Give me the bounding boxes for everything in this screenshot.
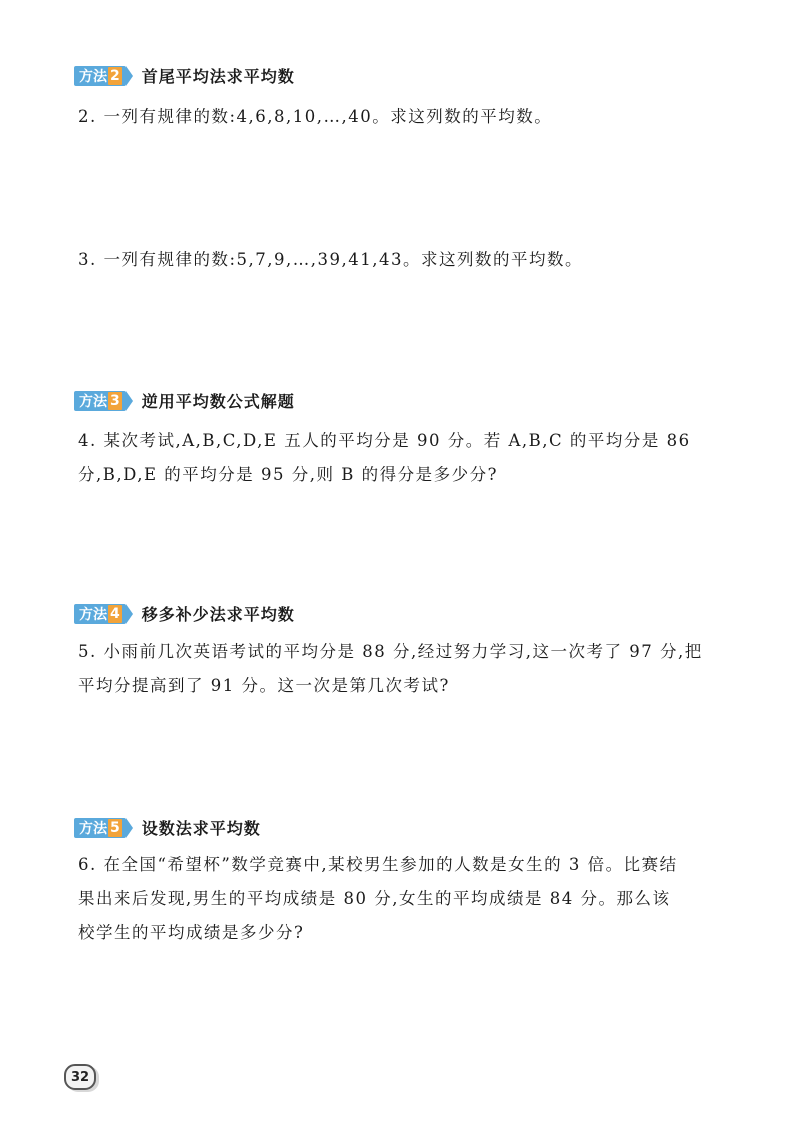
method-badge: 方法 4 [74, 604, 126, 624]
method-header-2 [74, 64, 295, 87]
method-badge: 方法 5 [74, 818, 126, 838]
problem-2: 2. 一列有规律的数:4,6,8,10,…,40。求这列数的平均数。 [78, 107, 553, 126]
method-header-4 [74, 602, 295, 625]
method-badge: 方法 3 [74, 391, 126, 411]
method-badge: 方法 2 [74, 66, 126, 86]
method-title: 设数法求平均数 [141, 819, 261, 838]
method-header-5 [74, 816, 261, 839]
problem-5: 5. 小雨前几次英语考试的平均分是 88 分,经过努力学习,这一次考了 97 分,把 平均分提高到了 91 分。这一次是第几次考试? [78, 642, 703, 695]
method-title: 逆用平均数公式解题 [141, 392, 295, 411]
method-title: 首尾平均法求平均数 [141, 67, 295, 86]
method-header-3 [74, 389, 295, 412]
problem-4: 4. 某次考试,A,B,C,D,E 五人的平均分是 90 分。若 A,B,C 的平均分是 86 分,B,D,E 的平均分是 95 分,则 B 的得分是多少分? [78, 431, 691, 484]
method-title: 移多补少法求平均数 [141, 605, 295, 624]
problem-3: 3. 一列有规律的数:5,7,9,…,39,41,43。求这列数的平均数。 [78, 250, 583, 269]
problem-6: 6. 在全国“希望杯”数学竞赛中,某校男生参加的人数是女生的 3 倍。比赛结 果出来后发现,男生的平均成绩是 80 分,女生的平均成绩是 84 分。那么该 校学生的平均成绩是多少分? [78, 855, 678, 942]
page-number: 32 [64, 1064, 96, 1090]
